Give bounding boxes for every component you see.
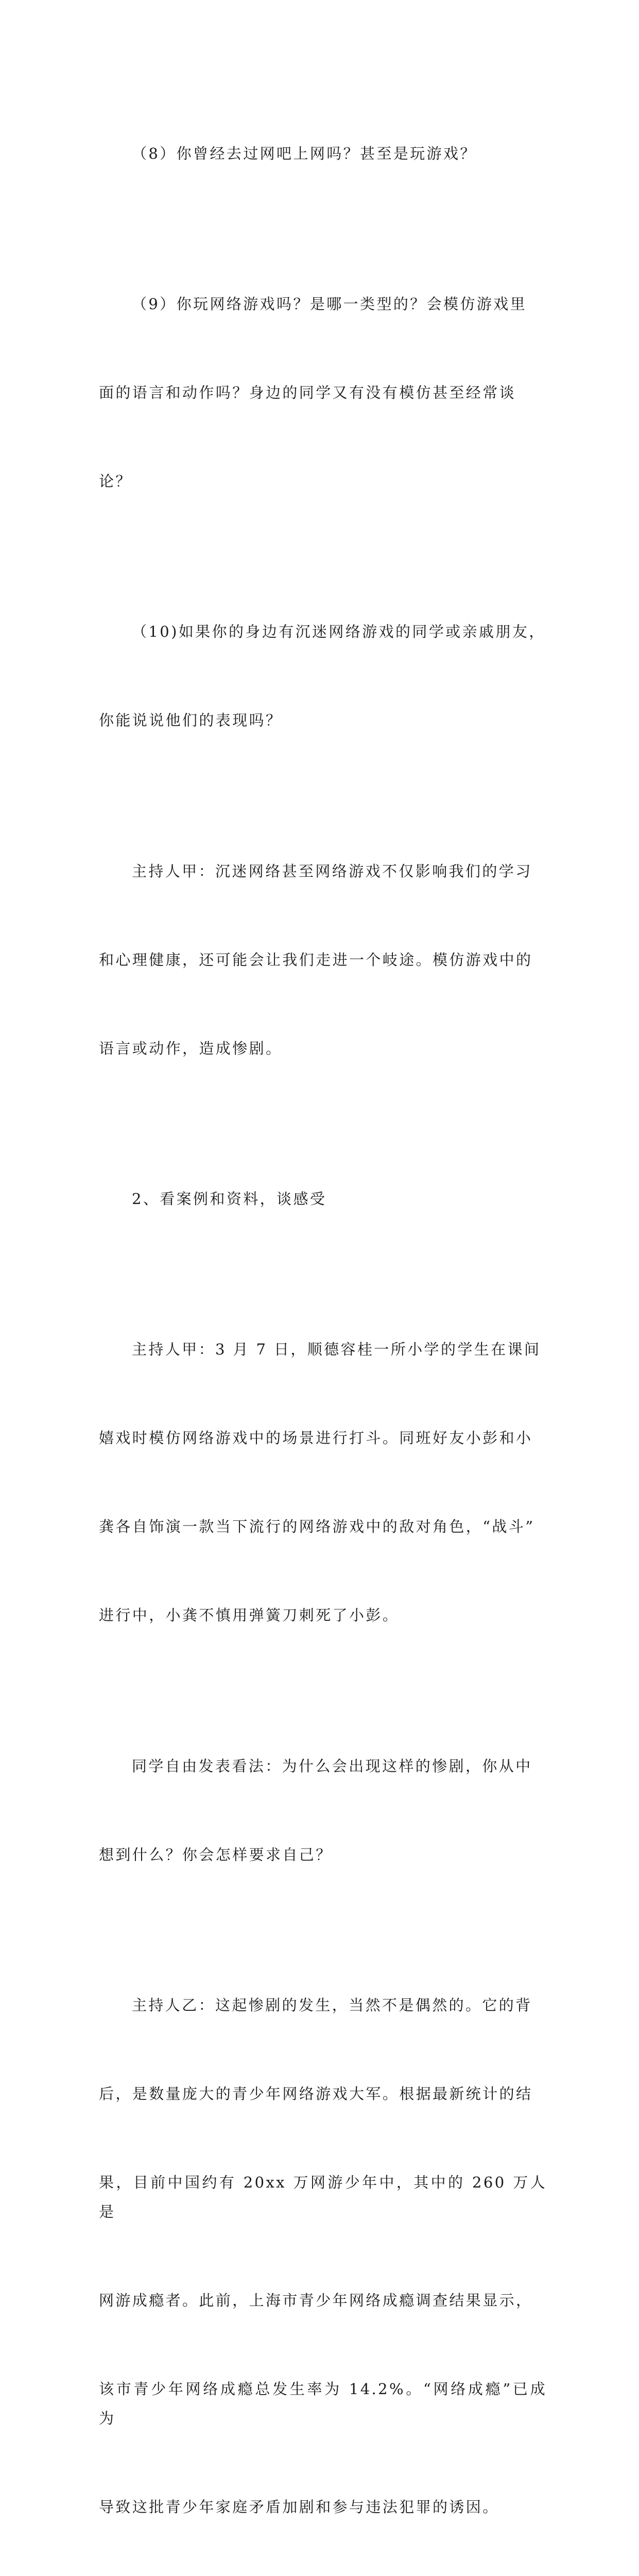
- text-line: 网游成瘾者。此前，上海市青少年网络成瘾调查结果显示，: [99, 2291, 533, 2309]
- text-line: 2、看案例和资料，谈感受: [132, 1190, 327, 1208]
- text-line: （9）你玩网络游戏吗？是哪一类型的？会模仿游戏里: [132, 295, 527, 313]
- text-line: 语言或动作，造成惨剧。: [99, 1039, 283, 1057]
- question-10-paragraph: [99, 558, 547, 794]
- text-line: 嬉戏时模仿网络游戏中的场景进行打斗。同班好友小彭和小: [99, 1429, 533, 1447]
- text-line: 主持人甲：沉迷网络甚至网络游戏不仅影响我们的学习: [132, 862, 532, 880]
- text-line: 论？: [99, 472, 132, 490]
- text-line: （10)如果你的身边有沉迷网络游戏的同学或亲戚朋友，: [132, 623, 546, 641]
- text-line: 进行中，小龚不慎用弹簧刀刺死了小彭。: [99, 1606, 400, 1624]
- text-line: 果，目前中国约有 20xx 万网游少年中，其中的 260 万人是: [99, 2173, 547, 2221]
- section-heading: [99, 1125, 547, 1273]
- text-line: 后，是数量庞大的青少年网络游戏大军。根据最新统计的结: [99, 2084, 533, 2103]
- question-8-paragraph: [99, 80, 547, 227]
- host-a-paragraph: [99, 798, 547, 1122]
- text-line: （8）你曾经去过网吧上网吗？甚至是玩游戏？: [132, 144, 477, 162]
- text-line: 和心理健康，还可能会让我们走进一个岐途。模仿游戏中的: [99, 951, 533, 969]
- text-line: 主持人甲：3 月 7 日，顺德容桂一所小学的学生在课间: [132, 1341, 541, 1359]
- text-line: 想到什么？你会怎样要求自己？: [99, 1845, 333, 1863]
- text-line: 导致这批青少年家庭矛盾加剧和参与违法犯罪的诱因。: [99, 2498, 499, 2516]
- text-line: 主持人乙：这起惨剧的发生，当然不是偶然的。它的背: [132, 1996, 532, 2014]
- text-line: 同学自由发表看法：为什么会出现这样的惨剧，你从中: [132, 1757, 532, 1775]
- case-paragraph: [99, 1276, 547, 1689]
- question-9-paragraph: [99, 230, 547, 555]
- host-b-paragraph: [99, 1931, 547, 2576]
- text-line: 该市青少年网络成瘾总发生率为 14.2%。“网络成瘾”已成为: [99, 2380, 547, 2428]
- text-line: 面的语言和动作吗？身边的同学又有没有模仿甚至经常谈: [99, 383, 516, 401]
- discussion-paragraph: [99, 1692, 547, 1928]
- text-line: 龚各自饰演一款当下流行的网络游戏中的敌对角色，“战斗”: [99, 1518, 535, 1536]
- text-line: 你能说说他们的表现吗？: [99, 711, 283, 730]
- document-page: [99, 80, 547, 2576]
